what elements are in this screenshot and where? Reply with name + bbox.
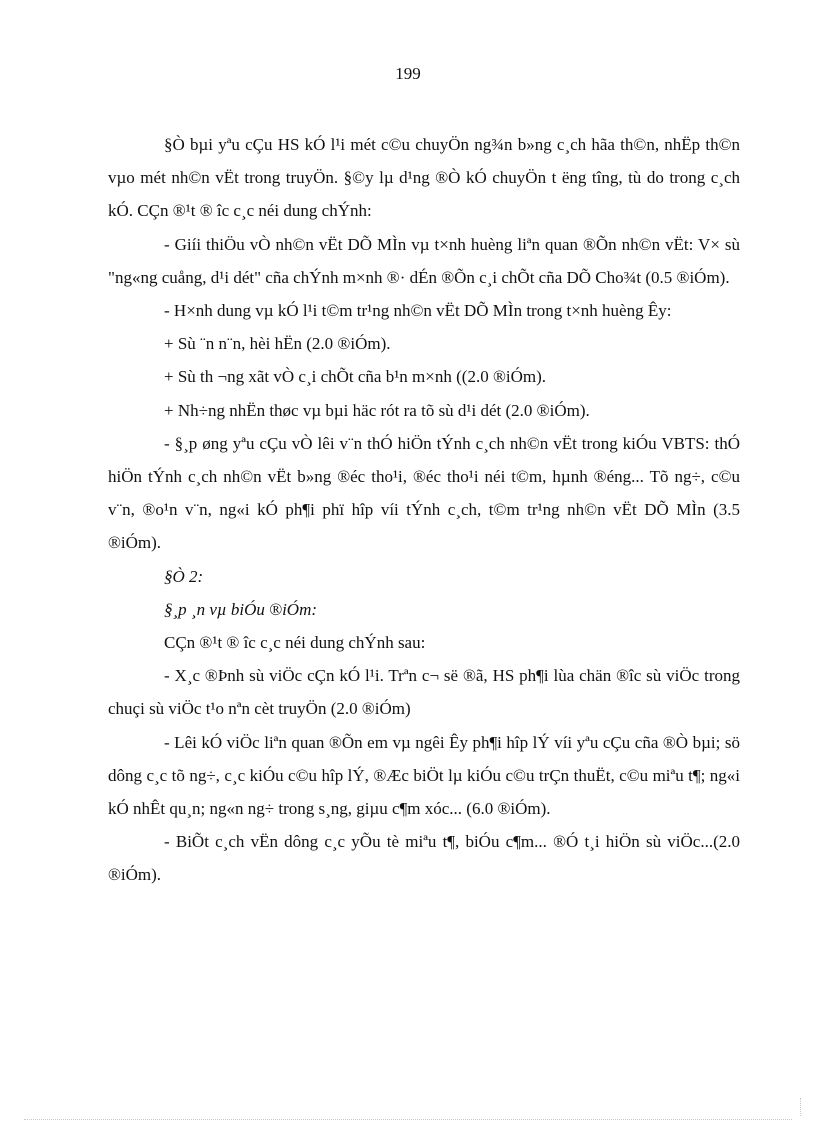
paragraph-requirements-intro: CÇn ®¹t ® îc c¸c néi dung chÝnh sau:: [164, 633, 426, 653]
paragraph-mood-description: - H×nh dung vµ kÓ l¹i t©m tr¹ng nh©n vËt DÕ MÌn trong t×nh huèng Êy:: [164, 301, 672, 321]
paragraph-character-intro: - Giíi thiÖu vÒ nh©n vËt DÕ MÌn vµ t×nh huèng liªn quan ®Õn nh©n vËt: V× sù "ng«ng cuång, d¹i dét" cña chÝnh m×nh ®· dÉn ®Õn c¸i chÕt cña DÕ Cho¾t (0.5 ®iÓm).: [108, 234, 740, 287]
criterion-lessons: + Nh÷ng nhËn thøc vµ bµi häc rót ra tõ sù d¹i dét (2.0 ®iÓm).: [164, 400, 590, 420]
paragraph-intro: §Ò bµi yªu cÇu HS kÓ l¹i mét c©u chuyÖn ng¾n b»ng c¸ch hãa th©n, nhËp th©n vµo mét nh©n vËt trong truyÖn. §©y lµ d¹ng ®Ò kÓ chuyÖn t ëng tîng, tù do trong c¸ch kÓ. CÇn ®¹t ® îc c¸c néi dung chÝnh:: [108, 135, 740, 221]
document-body: [108, 128, 740, 892]
criterion-remorse: + Sù ¨n n¨n, hèi hËn (2.0 ®iÓm).: [164, 334, 391, 354]
criterion-narration: - Lêi kÓ viÖc liªn quan ®Õn em vµ ngêi Êy ph¶i hîp lÝ víi yªu cÇu cña ®Ò bµi; sö dông c¸c tõ ng÷, c¸c kiÓu c©u hîp lÝ, ®Æc biÖt lµ kiÓu c©u trÇn thuËt, c©u miªu t¶; ng«i kÓ nhÊt qu¸n; ng«n ng÷ trong s¸ng, giµu c¶m xóc... (6.0 ®iÓm).: [108, 732, 740, 819]
section-heading-answer-key: §¸p ¸n vµ biÓu ®iÓm:: [164, 599, 318, 619]
page-corner-mark: [800, 1098, 801, 1116]
section-heading-topic-2: §Ò 2:: [164, 566, 204, 586]
criterion-sympathy: + Sù th ¬ng xãt vÒ c¸i chÕt cña b¹n m×nh ((2.0 ®iÓm).: [164, 367, 546, 387]
paragraph-style-requirements: - §¸p øng yªu cÇu vÒ lêi v¨n thÓ hiÖn tÝnh c¸ch nh©n vËt trong kiÓu VBTS: thÓ hiÖn tÝnh c¸ch nh©n vËt b»ng ®éc tho¹i, ®éc tho¹i néi t©m, hµnh ®éng... Tõ ng÷, c©u v¨n, ®o¹n v¨n, ng«i kÓ ph¶i phï hîp víi tÝnh c¸ch, t©m tr¹ng nh©n vËt DÕ MÌn (3.5 ®iÓm).: [108, 433, 740, 553]
criterion-description: - BiÕt c¸ch vËn dông c¸c yÕu tè miªu t¶, biÓu c¶m... ®Ó t¸i hiÖn sù viÖc...(2.0 ®iÓm).: [108, 832, 740, 885]
page-bottom-rule: [24, 1119, 792, 1120]
criterion-identify-events: - X¸c ®Þnh sù viÖc cÇn kÓ l¹i. Trªn c¬ së ®ã, HS ph¶i lùa chän ®îc sù viÖc trong chuçi sù viÖc t¹o nªn cèt truyÖn (2.0 ®iÓm): [108, 666, 740, 719]
page-number: 199: [395, 64, 421, 83]
